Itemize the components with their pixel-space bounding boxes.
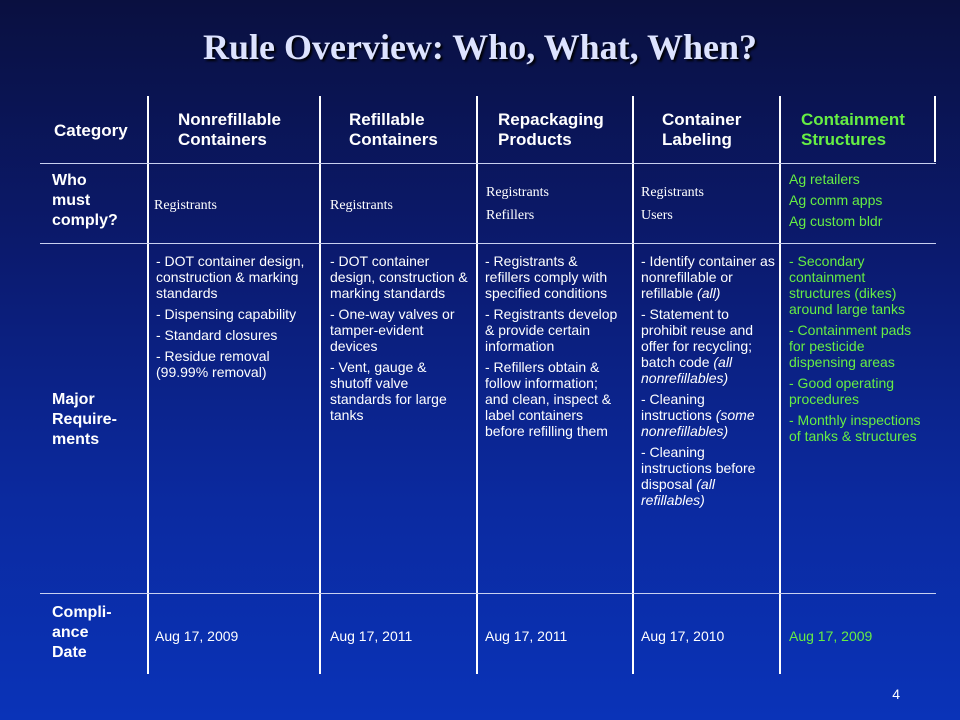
row-label-compliance-date	[52, 603, 112, 663]
column-divider	[476, 96, 478, 674]
cell-text-main: - Statement to prohibit reuse and offer for recycling; batch code	[641, 306, 754, 370]
cell-text: - DOT container design, construction & marking standards	[330, 253, 468, 301]
header-nonrefillable-containers	[178, 110, 281, 150]
row-label-major-requirements	[52, 390, 117, 450]
date-containment: Aug 17, 2009	[789, 628, 873, 644]
who-containment	[789, 171, 882, 234]
cell-text: - Secondary containment structures (dikes) around large tanks	[789, 253, 905, 317]
cell-text: Ag custom bldr	[789, 213, 883, 229]
cell-text: Ag comm apps	[789, 192, 883, 208]
column-divider	[632, 96, 634, 674]
header-containment-structures	[801, 110, 905, 150]
header-line: Containment	[801, 110, 905, 129]
cell-text: - Registrants & refillers comply with specified conditions	[485, 253, 608, 301]
cell-text	[641, 444, 775, 508]
column-divider	[319, 96, 321, 674]
cell-text: - Containment pads for pesticide dispensing areas	[789, 322, 912, 370]
major-containment	[789, 253, 929, 449]
cell-text: - Residue removal (99.99% removal)	[156, 348, 270, 380]
header-line: Structures	[801, 130, 887, 149]
header-line: Containers	[349, 130, 438, 149]
row-label-line: Major	[52, 391, 95, 408]
who-repackaging	[486, 185, 549, 231]
cell-text: Ag retailers	[789, 171, 860, 187]
cell-text: - One-way valves or tamper-evident devices	[330, 306, 455, 354]
major-labeling	[641, 253, 775, 513]
cell-text	[641, 391, 775, 439]
row-label-line: comply?	[52, 212, 118, 229]
header-line: Labeling	[662, 130, 732, 149]
date-refillable: Aug 17, 2011	[330, 628, 413, 644]
row-label-line: Compli-	[52, 604, 112, 621]
cell-text: Users	[641, 208, 673, 223]
header-line: Containers	[178, 130, 267, 149]
row-label-who-must-comply	[52, 171, 118, 231]
cell-text-qualifier: (all nonrefillables)	[641, 354, 733, 386]
header-container-labeling	[662, 110, 741, 150]
row-divider	[40, 163, 936, 164]
date-nonrefillable: Aug 17, 2009	[155, 628, 239, 644]
row-label-line: must	[52, 192, 91, 209]
cell-text	[641, 253, 775, 301]
cell-text: - Good operating procedures	[789, 375, 895, 407]
cell-text: Registrants	[641, 185, 704, 200]
cell-text: Registrants	[486, 185, 549, 200]
row-label-line: Require-	[52, 411, 117, 428]
cell-text: Registrants	[330, 198, 393, 213]
cell-text-main: - Cleaning instructions	[641, 391, 716, 423]
row-divider	[40, 593, 936, 594]
major-repackaging	[485, 253, 625, 444]
page-number: 4	[892, 686, 900, 702]
cell-text-qualifier: (some nonrefillables)	[641, 407, 755, 439]
header-repackaging-products	[498, 110, 604, 150]
who-refillable	[330, 198, 393, 221]
major-refillable	[330, 253, 468, 428]
row-label-line: Date	[52, 644, 87, 661]
major-nonrefillable	[156, 253, 308, 385]
cell-text-qualifier: (all)	[697, 285, 721, 301]
cell-text: - Registrants develop & provide certain information	[485, 306, 618, 354]
cell-text: Registrants	[154, 198, 217, 213]
cell-text-main: - Identify container as nonrefillable or refillable	[641, 253, 775, 301]
cell-text: - Vent, gauge & shutoff valve standards for large tanks	[330, 359, 447, 423]
header-category: Category	[54, 121, 128, 140]
header-line: Products	[498, 130, 572, 149]
column-divider	[779, 96, 781, 674]
cell-text: - DOT container design, construction & marking standards	[156, 253, 305, 301]
row-label-line: ments	[52, 431, 100, 448]
cell-text-main: - Cleaning instructions before disposal	[641, 444, 756, 492]
header-line: Repackaging	[498, 110, 604, 129]
date-repackaging: Aug 17, 2011	[485, 628, 568, 644]
row-label-line: Who	[52, 172, 87, 189]
row-divider	[40, 243, 936, 244]
row-label-line: ance	[52, 624, 89, 641]
header-refillable-containers	[349, 110, 438, 150]
header-line: Refillable	[349, 110, 425, 129]
header-line: Nonrefillable	[178, 110, 281, 129]
cell-text: - Standard closures	[156, 327, 278, 343]
cell-text: Refillers	[486, 208, 535, 223]
column-divider	[147, 96, 149, 674]
who-labeling	[641, 185, 704, 231]
slide-title: Rule Overview: Who, What, When?	[202, 27, 758, 67]
cell-text: - Dispensing capability	[156, 306, 297, 322]
cell-text-qualifier: (all refillables)	[641, 476, 715, 508]
cell-text	[641, 306, 775, 386]
who-nonrefillable	[154, 198, 217, 221]
column-divider	[934, 96, 936, 162]
header-line: Container	[662, 110, 742, 129]
date-labeling: Aug 17, 2010	[641, 628, 725, 644]
cell-text: - Refillers obtain & follow information; and clean, inspect & label containers before refilling them	[485, 359, 612, 439]
cell-text: - Monthly inspections of tanks & structures	[789, 412, 921, 444]
